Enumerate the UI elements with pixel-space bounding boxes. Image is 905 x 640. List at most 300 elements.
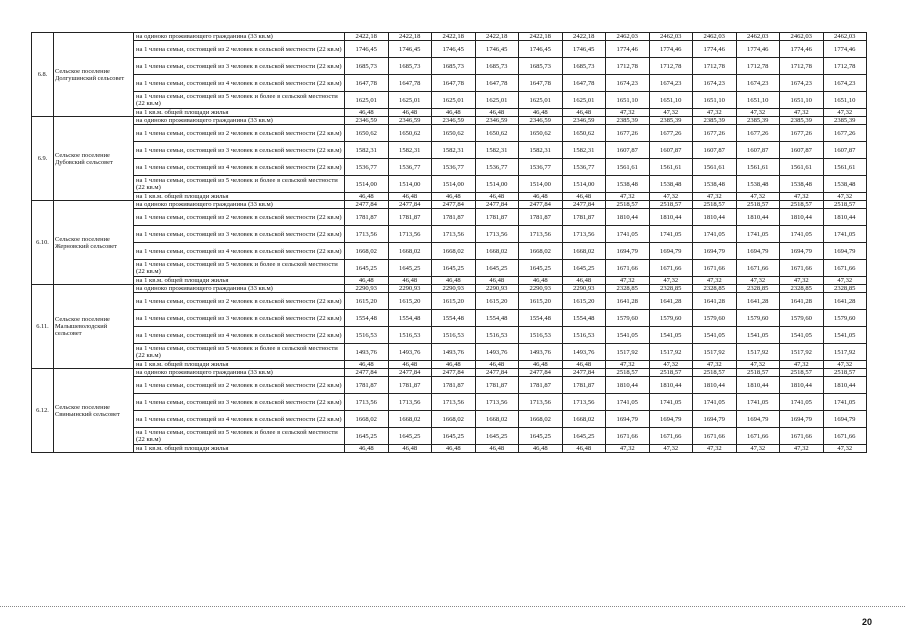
value-cell: 1668,02 bbox=[519, 243, 563, 260]
table-row bbox=[32, 125, 867, 142]
value-cell: 46,48 bbox=[388, 193, 432, 201]
value-cell: 1713,56 bbox=[475, 226, 519, 243]
value-cell: 1781,87 bbox=[345, 377, 389, 394]
value-cell: 1781,87 bbox=[388, 377, 432, 394]
value-cell: 2346,59 bbox=[475, 117, 519, 125]
value-cell: 1713,56 bbox=[388, 394, 432, 411]
value-cell: 1536,77 bbox=[345, 159, 389, 176]
row-label: на 1 члена семьи, состоящей из 4 человек в сельской местности (22 кв.м) bbox=[134, 327, 345, 344]
value-cell: 2462,03 bbox=[649, 33, 693, 41]
value-cell: 1493,76 bbox=[562, 344, 606, 361]
value-cell: 47,32 bbox=[780, 361, 824, 369]
value-cell: 1741,05 bbox=[693, 394, 737, 411]
value-cell: 2290,93 bbox=[432, 285, 476, 293]
value-cell: 1741,05 bbox=[649, 226, 693, 243]
value-cell: 2328,85 bbox=[693, 285, 737, 293]
value-cell: 47,32 bbox=[736, 109, 780, 117]
value-cell: 1741,05 bbox=[736, 394, 780, 411]
value-cell: 1674,23 bbox=[649, 75, 693, 92]
value-cell: 47,32 bbox=[780, 193, 824, 201]
value-cell: 1647,78 bbox=[475, 75, 519, 92]
value-cell: 2477,84 bbox=[432, 369, 476, 377]
value-cell: 46,48 bbox=[345, 277, 389, 285]
value-cell: 1625,01 bbox=[475, 92, 519, 109]
value-cell: 1677,26 bbox=[649, 125, 693, 142]
value-cell: 1536,77 bbox=[562, 159, 606, 176]
value-cell: 1651,10 bbox=[649, 92, 693, 109]
value-cell: 1774,46 bbox=[693, 41, 737, 58]
table-row bbox=[32, 260, 867, 277]
value-cell: 2462,03 bbox=[780, 33, 824, 41]
value-cell: 2518,57 bbox=[606, 369, 650, 377]
table-row bbox=[32, 142, 867, 159]
value-cell: 46,48 bbox=[432, 193, 476, 201]
value-cell: 2328,85 bbox=[649, 285, 693, 293]
value-cell: 2290,93 bbox=[519, 285, 563, 293]
value-cell: 1671,66 bbox=[649, 260, 693, 277]
value-cell: 2462,03 bbox=[606, 33, 650, 41]
tariff-table bbox=[31, 32, 867, 453]
value-cell: 1645,25 bbox=[519, 260, 563, 277]
value-cell: 1516,53 bbox=[562, 327, 606, 344]
value-cell: 2328,85 bbox=[606, 285, 650, 293]
value-cell: 2477,84 bbox=[388, 201, 432, 209]
value-cell: 1712,78 bbox=[693, 58, 737, 75]
value-cell: 1538,48 bbox=[649, 176, 693, 193]
value-cell: 1694,79 bbox=[693, 411, 737, 428]
value-cell: 1538,48 bbox=[823, 176, 867, 193]
row-label: на 1 члена семьи, состоящей из 2 человек в сельской местности (22 кв.м) bbox=[134, 377, 345, 394]
value-cell: 1493,76 bbox=[345, 344, 389, 361]
value-cell: 1651,10 bbox=[780, 92, 824, 109]
value-cell: 2422,18 bbox=[475, 33, 519, 41]
value-cell: 1713,56 bbox=[562, 226, 606, 243]
value-cell: 1517,92 bbox=[780, 344, 824, 361]
value-cell: 1561,61 bbox=[823, 159, 867, 176]
value-cell: 2518,57 bbox=[693, 201, 737, 209]
row-label: на 1 члена семьи, состоящей из 2 человек в сельской местности (22 кв.м) bbox=[134, 41, 345, 58]
value-cell: 1615,20 bbox=[345, 293, 389, 310]
value-cell: 2518,57 bbox=[736, 201, 780, 209]
value-cell: 2422,18 bbox=[432, 33, 476, 41]
value-cell: 1651,10 bbox=[693, 92, 737, 109]
value-cell: 2385,39 bbox=[780, 117, 824, 125]
row-label: на одиноко проживающего гражданина (33 кв.м) bbox=[134, 117, 345, 125]
value-cell: 1579,60 bbox=[823, 310, 867, 327]
row-label: на одиноко проживающего гражданина (33 кв.м) bbox=[134, 285, 345, 293]
value-cell: 1713,56 bbox=[519, 394, 563, 411]
value-cell: 46,48 bbox=[345, 193, 389, 201]
value-cell: 1561,61 bbox=[736, 159, 780, 176]
value-cell: 1536,77 bbox=[388, 159, 432, 176]
value-cell: 1554,48 bbox=[388, 310, 432, 327]
value-cell: 1668,02 bbox=[388, 243, 432, 260]
value-cell: 46,48 bbox=[562, 361, 606, 369]
value-cell: 2328,85 bbox=[823, 285, 867, 293]
row-label: на 1 члена семьи, состоящей из 3 человек в сельской местности (22 кв.м) bbox=[134, 226, 345, 243]
value-cell: 1774,46 bbox=[606, 41, 650, 58]
value-cell: 46,48 bbox=[432, 109, 476, 117]
table-row bbox=[32, 41, 867, 58]
value-cell: 47,32 bbox=[823, 277, 867, 285]
value-cell: 1746,45 bbox=[388, 41, 432, 58]
settlement-name: Сельское поселение Малышеволодский сельсовет bbox=[54, 285, 134, 369]
value-cell: 1671,66 bbox=[736, 260, 780, 277]
value-cell: 1645,25 bbox=[519, 428, 563, 445]
settlement-name: Сельское поселение Долгушинский сельсовет bbox=[54, 33, 134, 117]
value-cell: 1810,44 bbox=[606, 377, 650, 394]
table-row bbox=[32, 369, 867, 377]
value-cell: 1810,44 bbox=[606, 209, 650, 226]
value-cell: 1607,87 bbox=[736, 142, 780, 159]
value-cell: 1582,31 bbox=[388, 142, 432, 159]
value-cell: 1741,05 bbox=[780, 394, 824, 411]
value-cell: 1668,02 bbox=[519, 411, 563, 428]
value-cell: 2518,57 bbox=[736, 369, 780, 377]
value-cell: 1579,60 bbox=[693, 310, 737, 327]
value-cell: 1582,31 bbox=[475, 142, 519, 159]
value-cell: 1651,10 bbox=[606, 92, 650, 109]
value-cell: 1781,87 bbox=[562, 377, 606, 394]
value-cell: 1746,45 bbox=[519, 41, 563, 58]
value-cell: 1647,78 bbox=[432, 75, 476, 92]
value-cell: 1668,02 bbox=[432, 411, 476, 428]
value-cell: 2346,59 bbox=[432, 117, 476, 125]
value-cell: 2290,93 bbox=[562, 285, 606, 293]
value-cell: 1713,56 bbox=[475, 394, 519, 411]
value-cell: 1582,31 bbox=[345, 142, 389, 159]
value-cell: 1781,87 bbox=[432, 209, 476, 226]
value-cell: 1810,44 bbox=[649, 377, 693, 394]
value-cell: 1645,25 bbox=[562, 428, 606, 445]
value-cell: 1694,79 bbox=[780, 411, 824, 428]
value-cell: 1554,48 bbox=[432, 310, 476, 327]
value-cell: 1514,00 bbox=[519, 176, 563, 193]
value-cell: 1746,45 bbox=[432, 41, 476, 58]
row-label: на 1 кв.м. общей площади жилья bbox=[134, 277, 345, 285]
value-cell: 47,32 bbox=[606, 445, 650, 453]
value-cell: 1713,56 bbox=[345, 226, 389, 243]
value-cell: 2462,03 bbox=[823, 33, 867, 41]
value-cell: 1668,02 bbox=[562, 243, 606, 260]
table-row bbox=[32, 428, 867, 445]
value-cell: 1781,87 bbox=[519, 377, 563, 394]
value-cell: 1810,44 bbox=[649, 209, 693, 226]
value-cell: 46,48 bbox=[562, 277, 606, 285]
value-cell: 1781,87 bbox=[475, 209, 519, 226]
value-cell: 1674,23 bbox=[606, 75, 650, 92]
value-cell: 46,48 bbox=[432, 361, 476, 369]
value-cell: 1641,28 bbox=[606, 293, 650, 310]
value-cell: 1493,76 bbox=[519, 344, 563, 361]
value-cell: 1671,66 bbox=[780, 428, 824, 445]
row-label: на 1 члена семьи, состоящей из 2 человек в сельской местности (22 кв.м) bbox=[134, 293, 345, 310]
document-page bbox=[31, 32, 866, 453]
value-cell: 1694,79 bbox=[649, 411, 693, 428]
value-cell: 1650,62 bbox=[562, 125, 606, 142]
value-cell: 47,32 bbox=[649, 361, 693, 369]
value-cell: 1641,28 bbox=[649, 293, 693, 310]
table-row bbox=[32, 109, 867, 117]
value-cell: 1810,44 bbox=[693, 377, 737, 394]
value-cell: 1579,60 bbox=[780, 310, 824, 327]
value-cell: 46,48 bbox=[475, 277, 519, 285]
value-cell: 1625,01 bbox=[345, 92, 389, 109]
section-index: 6.12. bbox=[32, 369, 54, 453]
section-index: 6.8. bbox=[32, 33, 54, 117]
value-cell: 2477,84 bbox=[519, 201, 563, 209]
value-cell: 1493,76 bbox=[432, 344, 476, 361]
row-label: на 1 члена семьи, состоящей из 3 человек в сельской местности (22 кв.м) bbox=[134, 142, 345, 159]
value-cell: 1694,79 bbox=[736, 411, 780, 428]
value-cell: 1810,44 bbox=[823, 377, 867, 394]
value-cell: 1671,66 bbox=[823, 260, 867, 277]
value-cell: 1671,66 bbox=[606, 260, 650, 277]
value-cell: 1774,46 bbox=[649, 41, 693, 58]
value-cell: 1668,02 bbox=[562, 411, 606, 428]
row-label: на 1 кв.м. общей площади жилья bbox=[134, 361, 345, 369]
value-cell: 1607,87 bbox=[693, 142, 737, 159]
value-cell: 1741,05 bbox=[606, 394, 650, 411]
row-label: на 1 члена семьи, состоящей из 4 человек в сельской местности (22 кв.м) bbox=[134, 411, 345, 428]
value-cell: 1671,66 bbox=[736, 428, 780, 445]
value-cell: 2518,57 bbox=[649, 369, 693, 377]
value-cell: 1694,79 bbox=[693, 243, 737, 260]
value-cell: 47,32 bbox=[693, 277, 737, 285]
value-cell: 2518,57 bbox=[693, 369, 737, 377]
table-row bbox=[32, 92, 867, 109]
value-cell: 1514,00 bbox=[388, 176, 432, 193]
value-cell: 1517,92 bbox=[606, 344, 650, 361]
value-cell: 46,48 bbox=[388, 445, 432, 453]
row-label: на 1 кв.м. общей площади жилья bbox=[134, 109, 345, 117]
value-cell: 47,32 bbox=[780, 277, 824, 285]
value-cell: 47,32 bbox=[649, 445, 693, 453]
value-cell: 47,32 bbox=[606, 193, 650, 201]
value-cell: 1647,78 bbox=[562, 75, 606, 92]
value-cell: 2518,57 bbox=[606, 201, 650, 209]
table-row bbox=[32, 201, 867, 209]
value-cell: 47,32 bbox=[649, 109, 693, 117]
value-cell: 1579,60 bbox=[606, 310, 650, 327]
value-cell: 1674,23 bbox=[736, 75, 780, 92]
value-cell: 2462,03 bbox=[693, 33, 737, 41]
table-row bbox=[32, 226, 867, 243]
value-cell: 1741,05 bbox=[780, 226, 824, 243]
value-cell: 1651,10 bbox=[736, 92, 780, 109]
value-cell: 1713,56 bbox=[562, 394, 606, 411]
value-cell: 1514,00 bbox=[432, 176, 476, 193]
value-cell: 1685,73 bbox=[432, 58, 476, 75]
value-cell: 47,32 bbox=[693, 193, 737, 201]
value-cell: 1514,00 bbox=[475, 176, 519, 193]
value-cell: 1579,60 bbox=[649, 310, 693, 327]
row-label: на 1 члена семьи, состоящей из 4 человек в сельской местности (22 кв.м) bbox=[134, 75, 345, 92]
value-cell: 1517,92 bbox=[823, 344, 867, 361]
value-cell: 1671,66 bbox=[780, 260, 824, 277]
value-cell: 46,48 bbox=[519, 109, 563, 117]
value-cell: 2477,84 bbox=[388, 369, 432, 377]
value-cell: 47,32 bbox=[606, 277, 650, 285]
value-cell: 1536,77 bbox=[475, 159, 519, 176]
value-cell: 1694,79 bbox=[649, 243, 693, 260]
row-label: на 1 кв.м. общей площади жилья bbox=[134, 193, 345, 201]
value-cell: 1781,87 bbox=[388, 209, 432, 226]
value-cell: 2462,03 bbox=[736, 33, 780, 41]
value-cell: 47,32 bbox=[693, 361, 737, 369]
value-cell: 47,32 bbox=[606, 361, 650, 369]
value-cell: 46,48 bbox=[345, 445, 389, 453]
value-cell: 2385,39 bbox=[693, 117, 737, 125]
value-cell: 1554,48 bbox=[475, 310, 519, 327]
value-cell: 47,32 bbox=[606, 109, 650, 117]
table-row bbox=[32, 377, 867, 394]
value-cell: 1647,78 bbox=[345, 75, 389, 92]
value-cell: 1651,10 bbox=[823, 92, 867, 109]
value-cell: 1561,61 bbox=[780, 159, 824, 176]
table-row bbox=[32, 176, 867, 193]
value-cell: 1712,78 bbox=[780, 58, 824, 75]
value-cell: 2518,57 bbox=[780, 201, 824, 209]
value-cell: 1668,02 bbox=[345, 243, 389, 260]
value-cell: 2518,57 bbox=[823, 201, 867, 209]
value-cell: 1615,20 bbox=[519, 293, 563, 310]
value-cell: 1615,20 bbox=[388, 293, 432, 310]
value-cell: 1712,78 bbox=[606, 58, 650, 75]
value-cell: 2385,39 bbox=[823, 117, 867, 125]
value-cell: 1685,73 bbox=[475, 58, 519, 75]
value-cell: 1741,05 bbox=[736, 226, 780, 243]
value-cell: 1774,46 bbox=[736, 41, 780, 58]
value-cell: 46,48 bbox=[519, 361, 563, 369]
value-cell: 1615,20 bbox=[432, 293, 476, 310]
value-cell: 1645,25 bbox=[388, 260, 432, 277]
value-cell: 47,32 bbox=[823, 109, 867, 117]
row-label: на 1 члена семьи, состоящей из 5 человек и более в сельской местности (22 кв.м) bbox=[134, 176, 345, 193]
value-cell: 1668,02 bbox=[475, 243, 519, 260]
value-cell: 1685,73 bbox=[562, 58, 606, 75]
value-cell: 1810,44 bbox=[780, 209, 824, 226]
row-label: на 1 члена семьи, состоящей из 3 человек в сельской местности (22 кв.м) bbox=[134, 310, 345, 327]
value-cell: 2518,57 bbox=[823, 369, 867, 377]
table-row bbox=[32, 293, 867, 310]
value-cell: 1677,26 bbox=[823, 125, 867, 142]
value-cell: 1741,05 bbox=[693, 226, 737, 243]
page-number: 20 bbox=[862, 617, 873, 627]
value-cell: 1685,73 bbox=[388, 58, 432, 75]
value-cell: 1810,44 bbox=[736, 209, 780, 226]
value-cell: 1677,26 bbox=[693, 125, 737, 142]
table-row bbox=[32, 33, 867, 41]
value-cell: 1668,02 bbox=[345, 411, 389, 428]
section-index: 6.10. bbox=[32, 201, 54, 285]
table-row bbox=[32, 445, 867, 453]
value-cell: 1713,56 bbox=[432, 394, 476, 411]
value-cell: 1514,00 bbox=[345, 176, 389, 193]
value-cell: 1677,26 bbox=[780, 125, 824, 142]
value-cell: 1615,20 bbox=[562, 293, 606, 310]
row-label: на 1 члена семьи, состоящей из 4 человек в сельской местности (22 кв.м) bbox=[134, 243, 345, 260]
value-cell: 1781,87 bbox=[519, 209, 563, 226]
value-cell: 1810,44 bbox=[823, 209, 867, 226]
value-cell: 1713,56 bbox=[432, 226, 476, 243]
value-cell: 47,32 bbox=[693, 109, 737, 117]
value-cell: 1674,23 bbox=[693, 75, 737, 92]
settlement-name: Сельское поселение Жерновский сельсовет bbox=[54, 201, 134, 285]
value-cell: 1713,56 bbox=[388, 226, 432, 243]
value-cell: 1650,62 bbox=[432, 125, 476, 142]
value-cell: 47,32 bbox=[736, 361, 780, 369]
value-cell: 2422,18 bbox=[562, 33, 606, 41]
value-cell: 1536,77 bbox=[432, 159, 476, 176]
value-cell: 1541,05 bbox=[780, 327, 824, 344]
value-cell: 1607,87 bbox=[606, 142, 650, 159]
value-cell: 1685,73 bbox=[345, 58, 389, 75]
value-cell: 2346,59 bbox=[562, 117, 606, 125]
row-label: на одиноко проживающего гражданина (33 кв.м) bbox=[134, 369, 345, 377]
value-cell: 1625,01 bbox=[432, 92, 476, 109]
value-cell: 1694,79 bbox=[606, 243, 650, 260]
value-cell: 1517,92 bbox=[693, 344, 737, 361]
value-cell: 1674,23 bbox=[823, 75, 867, 92]
value-cell: 46,48 bbox=[432, 445, 476, 453]
value-cell: 1538,48 bbox=[736, 176, 780, 193]
table-row bbox=[32, 310, 867, 327]
value-cell: 1650,62 bbox=[345, 125, 389, 142]
value-cell: 1541,05 bbox=[736, 327, 780, 344]
table-row bbox=[32, 58, 867, 75]
value-cell: 1781,87 bbox=[432, 377, 476, 394]
value-cell: 1746,45 bbox=[345, 41, 389, 58]
value-cell: 2477,84 bbox=[562, 201, 606, 209]
value-cell: 1746,45 bbox=[562, 41, 606, 58]
value-cell: 1516,53 bbox=[519, 327, 563, 344]
value-cell: 1774,46 bbox=[823, 41, 867, 58]
table-row bbox=[32, 327, 867, 344]
value-cell: 1582,31 bbox=[562, 142, 606, 159]
value-cell: 46,48 bbox=[519, 193, 563, 201]
value-cell: 1615,20 bbox=[475, 293, 519, 310]
value-cell: 1538,48 bbox=[780, 176, 824, 193]
value-cell: 1671,66 bbox=[693, 260, 737, 277]
value-cell: 1538,48 bbox=[693, 176, 737, 193]
value-cell: 47,32 bbox=[736, 277, 780, 285]
value-cell: 46,48 bbox=[475, 361, 519, 369]
section-index: 6.11. bbox=[32, 285, 54, 369]
value-cell: 47,32 bbox=[823, 193, 867, 201]
value-cell: 1647,78 bbox=[519, 75, 563, 92]
value-cell: 1781,87 bbox=[345, 209, 389, 226]
value-cell: 1741,05 bbox=[823, 226, 867, 243]
value-cell: 2385,39 bbox=[649, 117, 693, 125]
scan-edge-line bbox=[0, 606, 905, 609]
table-row bbox=[32, 411, 867, 428]
value-cell: 46,48 bbox=[388, 361, 432, 369]
row-label: на 1 члена семьи, состоящей из 5 человек и более в сельской местности (22 кв.м) bbox=[134, 92, 345, 109]
table-row bbox=[32, 193, 867, 201]
value-cell: 1641,28 bbox=[736, 293, 780, 310]
value-cell: 2477,84 bbox=[432, 201, 476, 209]
value-cell: 1650,62 bbox=[388, 125, 432, 142]
value-cell: 1694,79 bbox=[780, 243, 824, 260]
value-cell: 1541,05 bbox=[823, 327, 867, 344]
value-cell: 1516,53 bbox=[432, 327, 476, 344]
value-cell: 1625,01 bbox=[388, 92, 432, 109]
row-label: на 1 члена семьи, состоящей из 5 человек и более в сельской местности (22 кв.м) bbox=[134, 344, 345, 361]
row-label: на 1 члена семьи, состоящей из 3 человек в сельской местности (22 кв.м) bbox=[134, 394, 345, 411]
value-cell: 47,32 bbox=[649, 277, 693, 285]
value-cell: 1541,05 bbox=[649, 327, 693, 344]
